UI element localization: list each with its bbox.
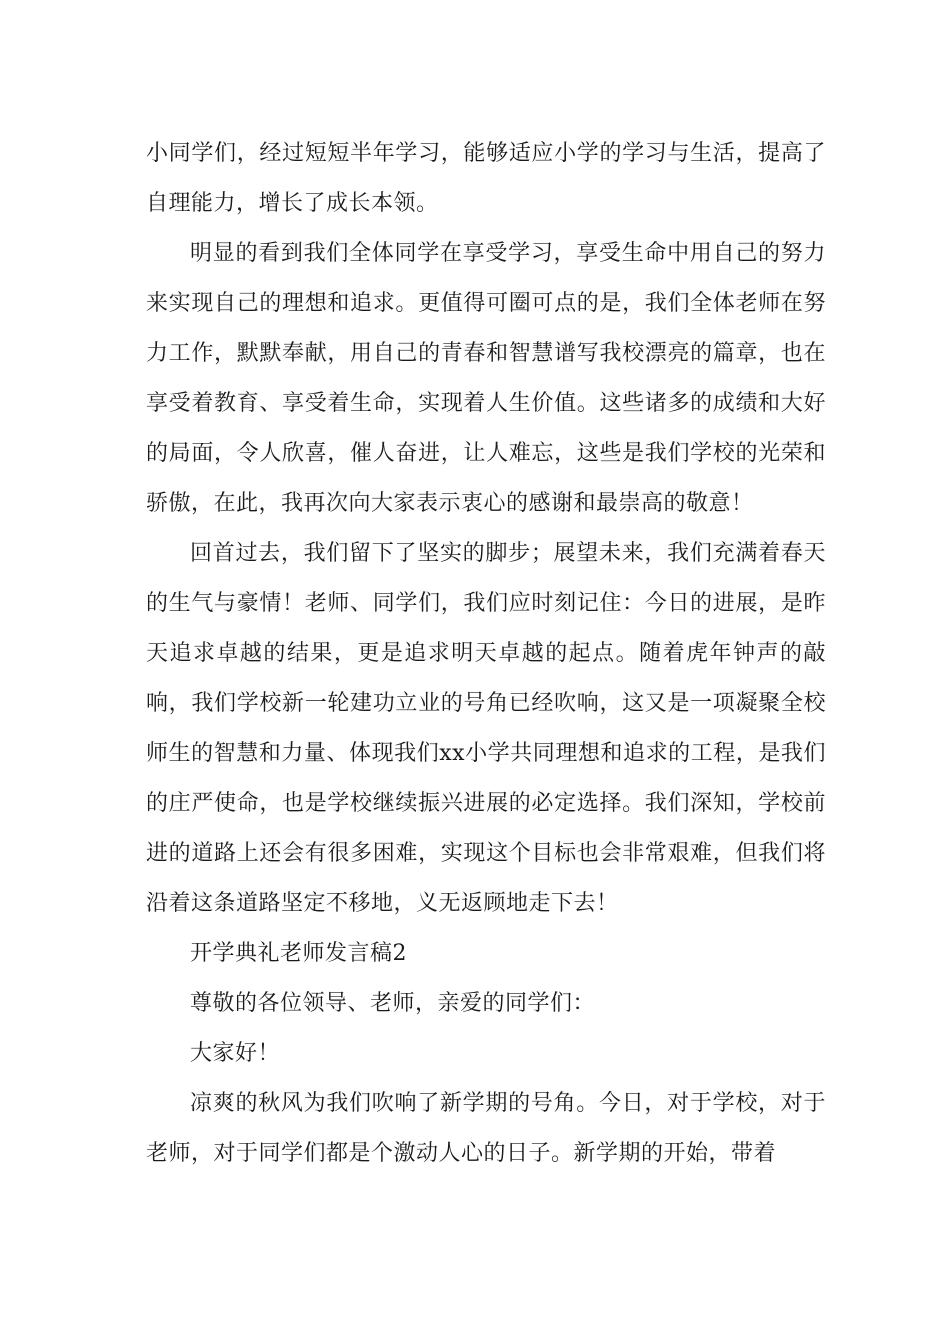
paragraph-1: 小同学们，经过短短半年学习，能够适应小学的学习与生活，提高了自理能力，增长了成长本领。 [146, 141, 826, 216]
document-body [146, 129, 826, 1179]
paragraph-4: 凉爽的秋风为我们吹响了新学期的号角。今日，对于学校，对于老师，对于同学们都是个激动人心的日子。新学期的开始，带着 [146, 1091, 826, 1166]
paragraph-2: 明显的看到我们全体同学在享受学习，享受生命中用自己的努力来实现自己的理想和追求。更值得可圈可点的是，我们全体老师在努力工作，默默奉献，用自己的青春和智慧谱写我校漂亮的篇章，也在享受着教育、享受着生命，实现着人生价值。这些诸多的成绩和大好的局面，令人欣喜，催人奋进，让人难忘，这些是我们学校的光荣和骄傲，在此，我再次向大家表示衷心的感谢和最崇高的敬意！ [146, 241, 826, 516]
section-heading: 开学典礼老师发言稿2 [190, 941, 407, 966]
greeting: 大家好！ [190, 1041, 281, 1066]
paragraph-3: 回首过去，我们留下了坚实的脚步；展望未来，我们充满着春天的生气与豪情！老师、同学们，我们应时刻记住：今日的进展，是昨天追求卓越的结果，更是追求明天卓越的起点。随着虎年钟声的敲响，我们学校新一轮建功立业的号角已经吹响，这又是一项凝聚全校师生的智慧和力量、体现我们xx小学共同理想和追求的工程，是我们的庄严使命，也是学校继续振兴进展的必定选择。我们深知，学校前进的道路上还会有很多困难，实现这个目标也会非常艰难，但我们将沿着这条道路坚定不移地，义无返顾地走下去！ [146, 541, 826, 916]
salutation: 尊敬的各位领导、老师，亲爱的同学们： [190, 991, 596, 1016]
